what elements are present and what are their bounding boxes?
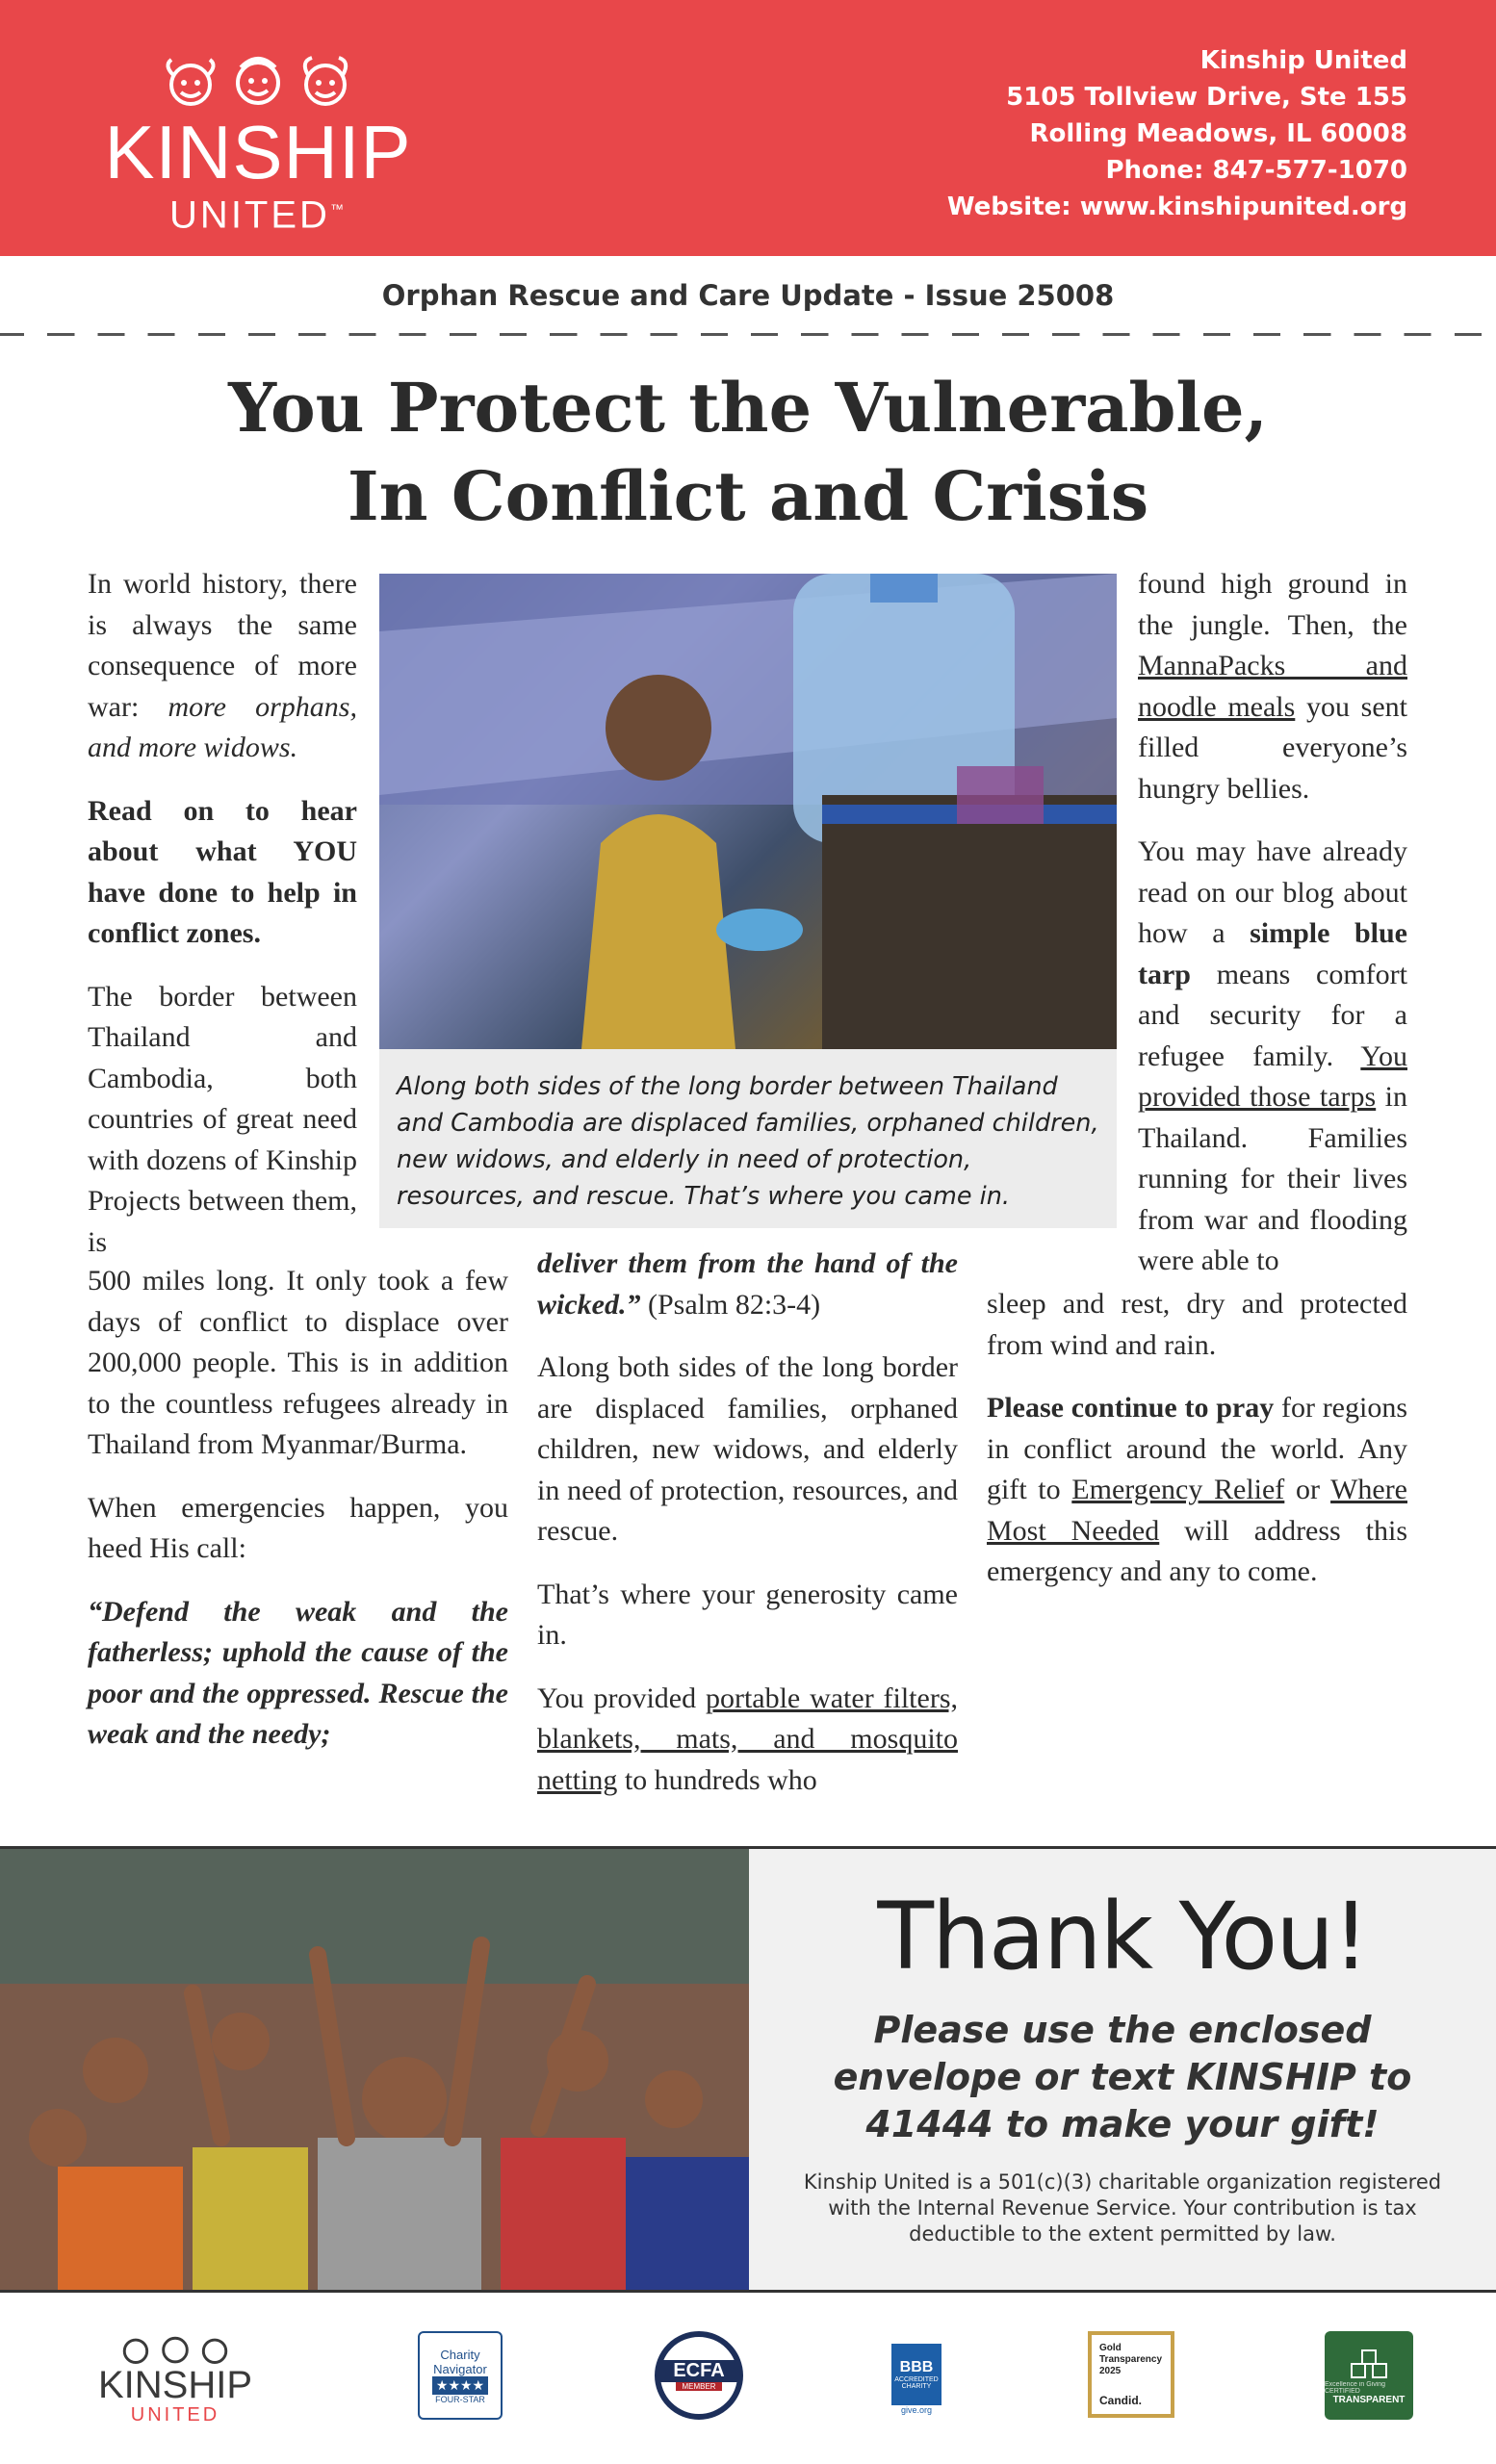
dashed-divider — [0, 333, 1496, 336]
high-ground-paragraph: found high ground in the jungle. Then, the MannaPacks and noodle meals you sent filled everyone’s hungry bellies. — [1138, 568, 1407, 805]
generosity-paragraph: That’s where your generosity came in. — [537, 1578, 958, 1651]
emergency-paragraph: When emergencies happen, you heed His call: — [88, 1491, 508, 1564]
kinship-logo[interactable] — [85, 54, 431, 237]
column-2 — [537, 1244, 958, 1823]
intro-paragraph: In world history, there is always the same consequence of more war: more orphans, and more widows. — [88, 568, 357, 763]
supplies-link[interactable]: portable water filters, blankets, mats, and mosquito netting — [537, 1681, 958, 1796]
tarp-paragraph-cont: sleep and rest, dry and protected from wind and rain. — [987, 1288, 1407, 1361]
transparent-badge[interactable]: Excellence in Giving CERTIFIED TRANSPARENT — [1325, 2331, 1413, 2420]
children-illustration — [0, 1849, 749, 2290]
issue-line: Orphan Rescue and Care Update - Issue 25008 — [381, 279, 1115, 312]
bbb-badge[interactable]: BBB ACCREDITED CHARITY give.org — [891, 2331, 941, 2427]
provided-paragraph: You provided portable water filters, blankets, mats, and mosquito netting to hundreds who — [537, 1681, 958, 1796]
candid-gold-seal[interactable]: Gold Transparency 2025 Candid. — [1088, 2331, 1174, 2418]
ecfa-badge[interactable]: ECFA MEMBER — [655, 2331, 743, 2420]
border-paragraph-cont: 500 miles long. It only took a few days of conflict to displace over 200,000 people. This is in addition to the countless refugees already in Thailand from Myanmar/Burma. — [88, 1265, 508, 1460]
website[interactable]: Website: www.kinshipunited.org — [946, 192, 1407, 221]
psalm-quote-end: deliver them from the hand of the wicked.” (Psalm 82:3-4) — [537, 1247, 958, 1321]
tarp-paragraph: You may have already read on our blog about how a simple blue tarp means comfort and security for a refugee family. You provided those tarps in Thailand. Families running for their lives from war and flooding were able to — [1138, 835, 1408, 1276]
address-line-1: 5105 Tollview Drive, Ste 155 — [1006, 83, 1407, 112]
column-1-top — [88, 564, 357, 1263]
logo-subtitle: UNITED™ — [169, 193, 347, 237]
logo-wordmark: KINSHIP — [104, 110, 412, 194]
column-3-top — [1138, 564, 1407, 1282]
column-1-bottom — [88, 1261, 508, 1778]
children-faces-small-icon — [113, 2333, 238, 2366]
children-faces-icon — [152, 54, 364, 110]
mannapacks-link[interactable]: MannaPacks and noodle meals — [1138, 650, 1407, 723]
contact-block — [947, 42, 1407, 225]
psalm-quote: “Defend the weak and the fatherless; uphold the cause of the poor and the oppressed. Rescue the weak and the needy; — [88, 1595, 508, 1750]
org-name: Kinship United — [1199, 46, 1407, 75]
displaced-paragraph: Along both sides of the long border are displaced families, orphaned children, new widows, and elderly in need of protection, resources, and rescue. — [537, 1351, 958, 1547]
bold-lead: Read on to hear about what YOU have done to help in conflict zones. — [88, 794, 357, 949]
border-paragraph: The border between Thailand and Cambodia, both countries of great need with dozens of Kinship Projects between them, is — [88, 980, 357, 1258]
pray-paragraph: Please continue to pray for regions in conflict around the world. Any gift to Emergency Relief or Where Most Needed will address this emergency and any to come. — [987, 1392, 1408, 1587]
page-title: You Protect the Vulnerable, In Conflict and Crisis — [228, 368, 1268, 536]
children-raising-hands-photo — [0, 1849, 749, 2290]
kinship-footer-logo[interactable]: KINSHIP UNITED — [79, 2331, 271, 2427]
address-line-2: Rolling Meadows, IL 60008 — [1029, 119, 1407, 148]
photo-illustration — [379, 574, 1117, 1049]
boy-with-bowl-photo — [379, 574, 1117, 1049]
footer-logos — [0, 2293, 1496, 2464]
tax-disclaimer: Kinship United is a 501(c)(3) charitable organization registered with the Internal Revenue Service. Your contribution is tax deductible to the extent permitted by law. — [803, 2170, 1442, 2246]
tarps-link[interactable]: You provided those tarps — [1138, 1040, 1407, 1113]
phone[interactable]: Phone: 847-577-1070 — [1105, 156, 1407, 185]
photo-caption: Along both sides of the long border between Thailand and Cambodia are displaced families, orphaned children, new widows, and elderly in need of protection, resources, and rescue. That’s where you came in. — [379, 1049, 1117, 1228]
give-instructions: Please use the enclosed envelope or text KINSHIP to 41444 to make your gift! — [833, 2009, 1412, 2145]
header-banner — [0, 0, 1496, 256]
cubes-icon — [1348, 2347, 1390, 2381]
charity-navigator-badge[interactable]: Charity Navigator ★★★★ FOUR-STAR — [418, 2331, 503, 2420]
emergency-relief-link[interactable]: Emergency Relief — [1071, 1474, 1285, 1505]
thank-you-heading: Thank You! — [877, 1883, 1368, 1990]
where-most-needed-link[interactable]: Where Most Needed — [987, 1474, 1407, 1547]
thank-you-panel — [749, 1849, 1496, 2290]
column-3-bottom — [987, 1284, 1407, 1615]
